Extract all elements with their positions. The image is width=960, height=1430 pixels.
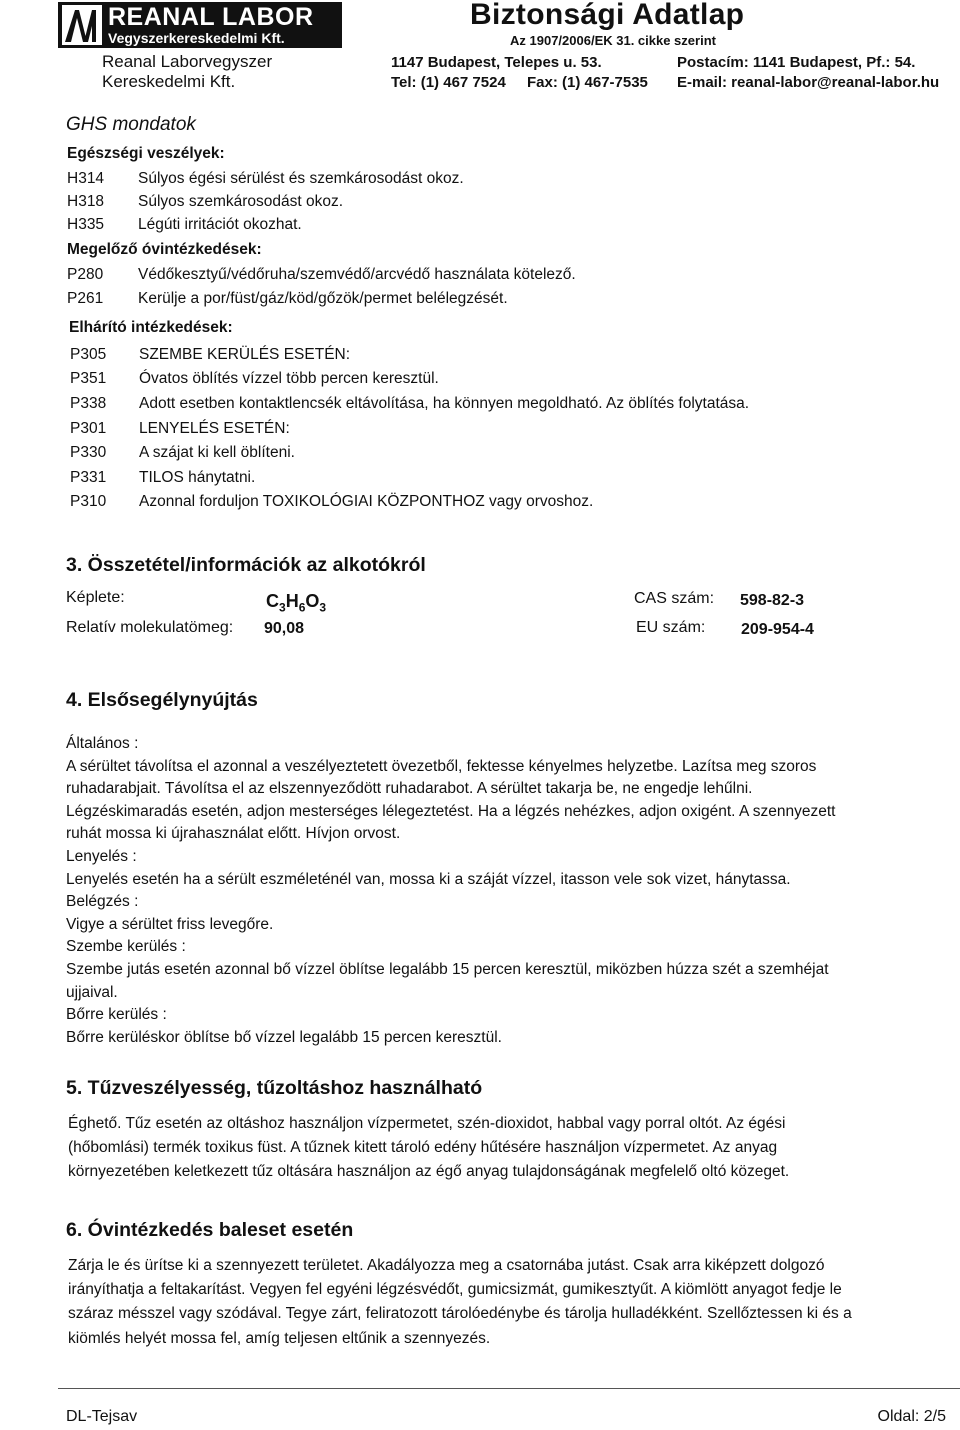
response-statement: A szájat ki kell öblíteni. — [139, 444, 295, 461]
eu-label: EU szám: — [636, 619, 706, 636]
release-line: Zárja le és ürítse ki a szennyezett területet. Akadályozza meg a csatornába jutást. Csak arra kiképzett dolgozó — [68, 1257, 825, 1274]
response-statement: SZEMBE KERÜLÉS ESETÉN: — [139, 346, 351, 363]
postal-address: Postacím: 1141 Budapest, Pf.: 54. — [677, 54, 916, 71]
product-name: DL-Tejsav — [66, 1408, 138, 1425]
hazard-statement: Súlyos égési sérülést és szemkárosodást okoz. — [138, 170, 464, 187]
cas-value: 598-82-3 — [740, 592, 805, 609]
molecular-weight-value: 90,08 — [264, 620, 305, 637]
response-code: P305 — [70, 346, 107, 363]
inhalation-label: Belégzés : — [66, 893, 139, 911]
general-line: ruhadarabjait. Távolítsa el az elszennyeződött ruhadarabot. A sérültet takarja be, ne engedje lehűlni. — [66, 780, 753, 798]
response-code: P310 — [70, 493, 107, 510]
response-code: P351 — [70, 370, 107, 387]
fire-fighting-text — [68, 1112, 960, 1185]
response-code: P331 — [70, 469, 107, 486]
company-name-line1: Reanal Laborvegyszer — [102, 52, 273, 71]
fax: Fax: (1) 467-7535 — [527, 74, 648, 91]
precaution-statement: Kerülje a por/füst/gáz/köd/gőzök/permet belélegzését. — [138, 290, 508, 307]
health-hazards-heading: Egészségi veszélyek: — [67, 145, 225, 162]
address: 1147 Budapest, Telepes u. 53. — [391, 54, 602, 71]
release-line: száraz mésszel vagy szódával. Tegye zárt, feliratozott tárolóedénybe és tárolja hulladékként. Szellőztessen ki és a — [68, 1305, 852, 1323]
company-logo — [58, 2, 342, 48]
response-statement: Óvatos öblítés vízzel több percen keresztül. — [139, 370, 439, 387]
section4-title: 4. Elsősegélynyújtás — [66, 689, 258, 711]
response-statement: Azonnal forduljon TOXIKOLÓGIAI KÖZPONTHOZ vagy orvoshoz. — [139, 493, 594, 510]
hazard-code: H314 — [67, 170, 105, 187]
hazard-code: H318 — [67, 193, 105, 210]
precaution-statement: Védőkesztyű/védőruha/szemvédő/arcvédő használata kötelező. — [138, 266, 576, 283]
eye-contact-line: ujjaival. — [66, 983, 118, 1001]
general-line: A sérültet távolítsa el azonnal a veszélyeztetett övezetből, fektesse kényelmes helyzetbe. Lazítsa meg szoros — [66, 757, 817, 775]
release-line: kiömlés helyét mossa fel, amíg teljesen eltűnik a szennyezés. — [68, 1329, 491, 1347]
page-number: Oldal: 2/5 — [877, 1408, 946, 1425]
skin-contact-text: Bőrre kerüléskor öblítse bő vízzel legalább 15 percen keresztül. — [66, 1028, 502, 1046]
ingestion-label: Lenyelés : — [66, 847, 137, 865]
response-code: P330 — [70, 444, 107, 461]
fire-line: (hőbomlási) termék toxikus füst. A tűznek kitett tároló edény hűtésére használjon vízpermetet. Az anyag — [68, 1139, 778, 1157]
skin-contact-label: Bőrre kerülés : — [66, 1006, 167, 1024]
ghs-title: GHS mondatok — [66, 114, 196, 135]
inhalation-text: Vigye a sérültet friss levegőre. — [66, 915, 274, 933]
company-name-line2: Kereskedelmi Kft. — [102, 72, 236, 91]
fire-line: környezetében keletkezett tűz oltására használjon az égő anyag tulajdonságának megfelelő oltó közeget. — [68, 1163, 790, 1181]
hazard-statement: Légúti irritációt okozhat. — [138, 216, 302, 233]
prevention-heading: Megelőző óvintézkedések: — [67, 241, 262, 258]
general-line: Légzéskimaradás esetén, adjon mesterséges lélegeztetést. Ha a légzés nehézkes, adjon oxigént. A szennyezett — [66, 802, 836, 820]
first-aid-text — [66, 733, 956, 1049]
response-statement: TILOS hánytatni. — [139, 469, 256, 486]
logo-mark-icon — [62, 5, 102, 45]
response-statement: Adott esetben kontaktlencsék eltávolítása, ha könnyen megoldható. Az öblítés folytatása. — [139, 395, 750, 412]
response-code: P301 — [70, 420, 107, 437]
release-line: irányíthatja a feltakarítást. Vegyen fel egyéni légzésvédőt, gumicsizmát, gumikesztyűt. A kiömlött anyagot fedje le — [68, 1281, 842, 1299]
eu-value: 209-954-4 — [741, 621, 814, 638]
precaution-code: P280 — [67, 266, 104, 283]
response-code: P338 — [70, 395, 107, 412]
accidental-release-text — [68, 1254, 960, 1351]
logo-subtitle: Vegyszerkereskedelmi Kft. — [108, 30, 285, 46]
hazard-statement: Súlyos szemkárosodást okoz. — [138, 193, 344, 210]
formula-label: Képlete: — [66, 589, 125, 606]
general-line: ruhát mossa ki újrahasználat előtt. Hívjon orvost. — [66, 825, 401, 843]
logo-title: REANAL LABOR — [108, 3, 314, 31]
response-heading: Elhárító intézkedések: — [69, 319, 233, 336]
chemical-formula: $C_3H_6O_3$ — [266, 591, 327, 615]
document-title: Biztonsági Adatlap — [470, 0, 745, 31]
phone: Tel: (1) 467 7524 — [391, 74, 506, 91]
email: E-mail: reanal-labor@reanal-labor.hu — [677, 74, 940, 91]
general-label: Általános : — [66, 735, 139, 752]
molecular-weight-label: Relatív molekulatömeg: — [66, 619, 234, 636]
cas-label: CAS szám: — [634, 590, 715, 607]
section6-title: 6. Óvintézkedés baleset esetén — [66, 1219, 354, 1241]
ingestion-text: Lenyelés esetén ha a sérült eszméleténél van, mossa ki a száját vízzel, itasson vele sok vizet, hánytassa. — [66, 870, 791, 888]
response-statement: LENYELÉS ESETÉN: — [139, 420, 290, 437]
precaution-code: P261 — [67, 290, 104, 307]
hazard-code: H335 — [67, 216, 105, 233]
section5-title: 5. Tűzveszélyesség, tűzoltáshoz használható — [66, 1077, 483, 1099]
fire-line: Éghető. Tűz esetén az oltáshoz használjon vízpermetet, szén-dioxidot, habbal vagy porral oltót. Az égési — [68, 1115, 786, 1132]
footer-divider — [58, 1388, 960, 1389]
eye-contact-label: Szembe kerülés : — [66, 938, 186, 956]
eye-contact-line: Szembe jutás esetén azonnal bő vízzel öblítse legalább 15 percen keresztül, miközben húzza szét a szemhéjat — [66, 960, 829, 978]
section3-title: 3. Összetétel/információk az alkotókról — [66, 554, 426, 576]
document-subtitle: Az 1907/2006/EK 31. cikke szerint — [510, 33, 716, 48]
